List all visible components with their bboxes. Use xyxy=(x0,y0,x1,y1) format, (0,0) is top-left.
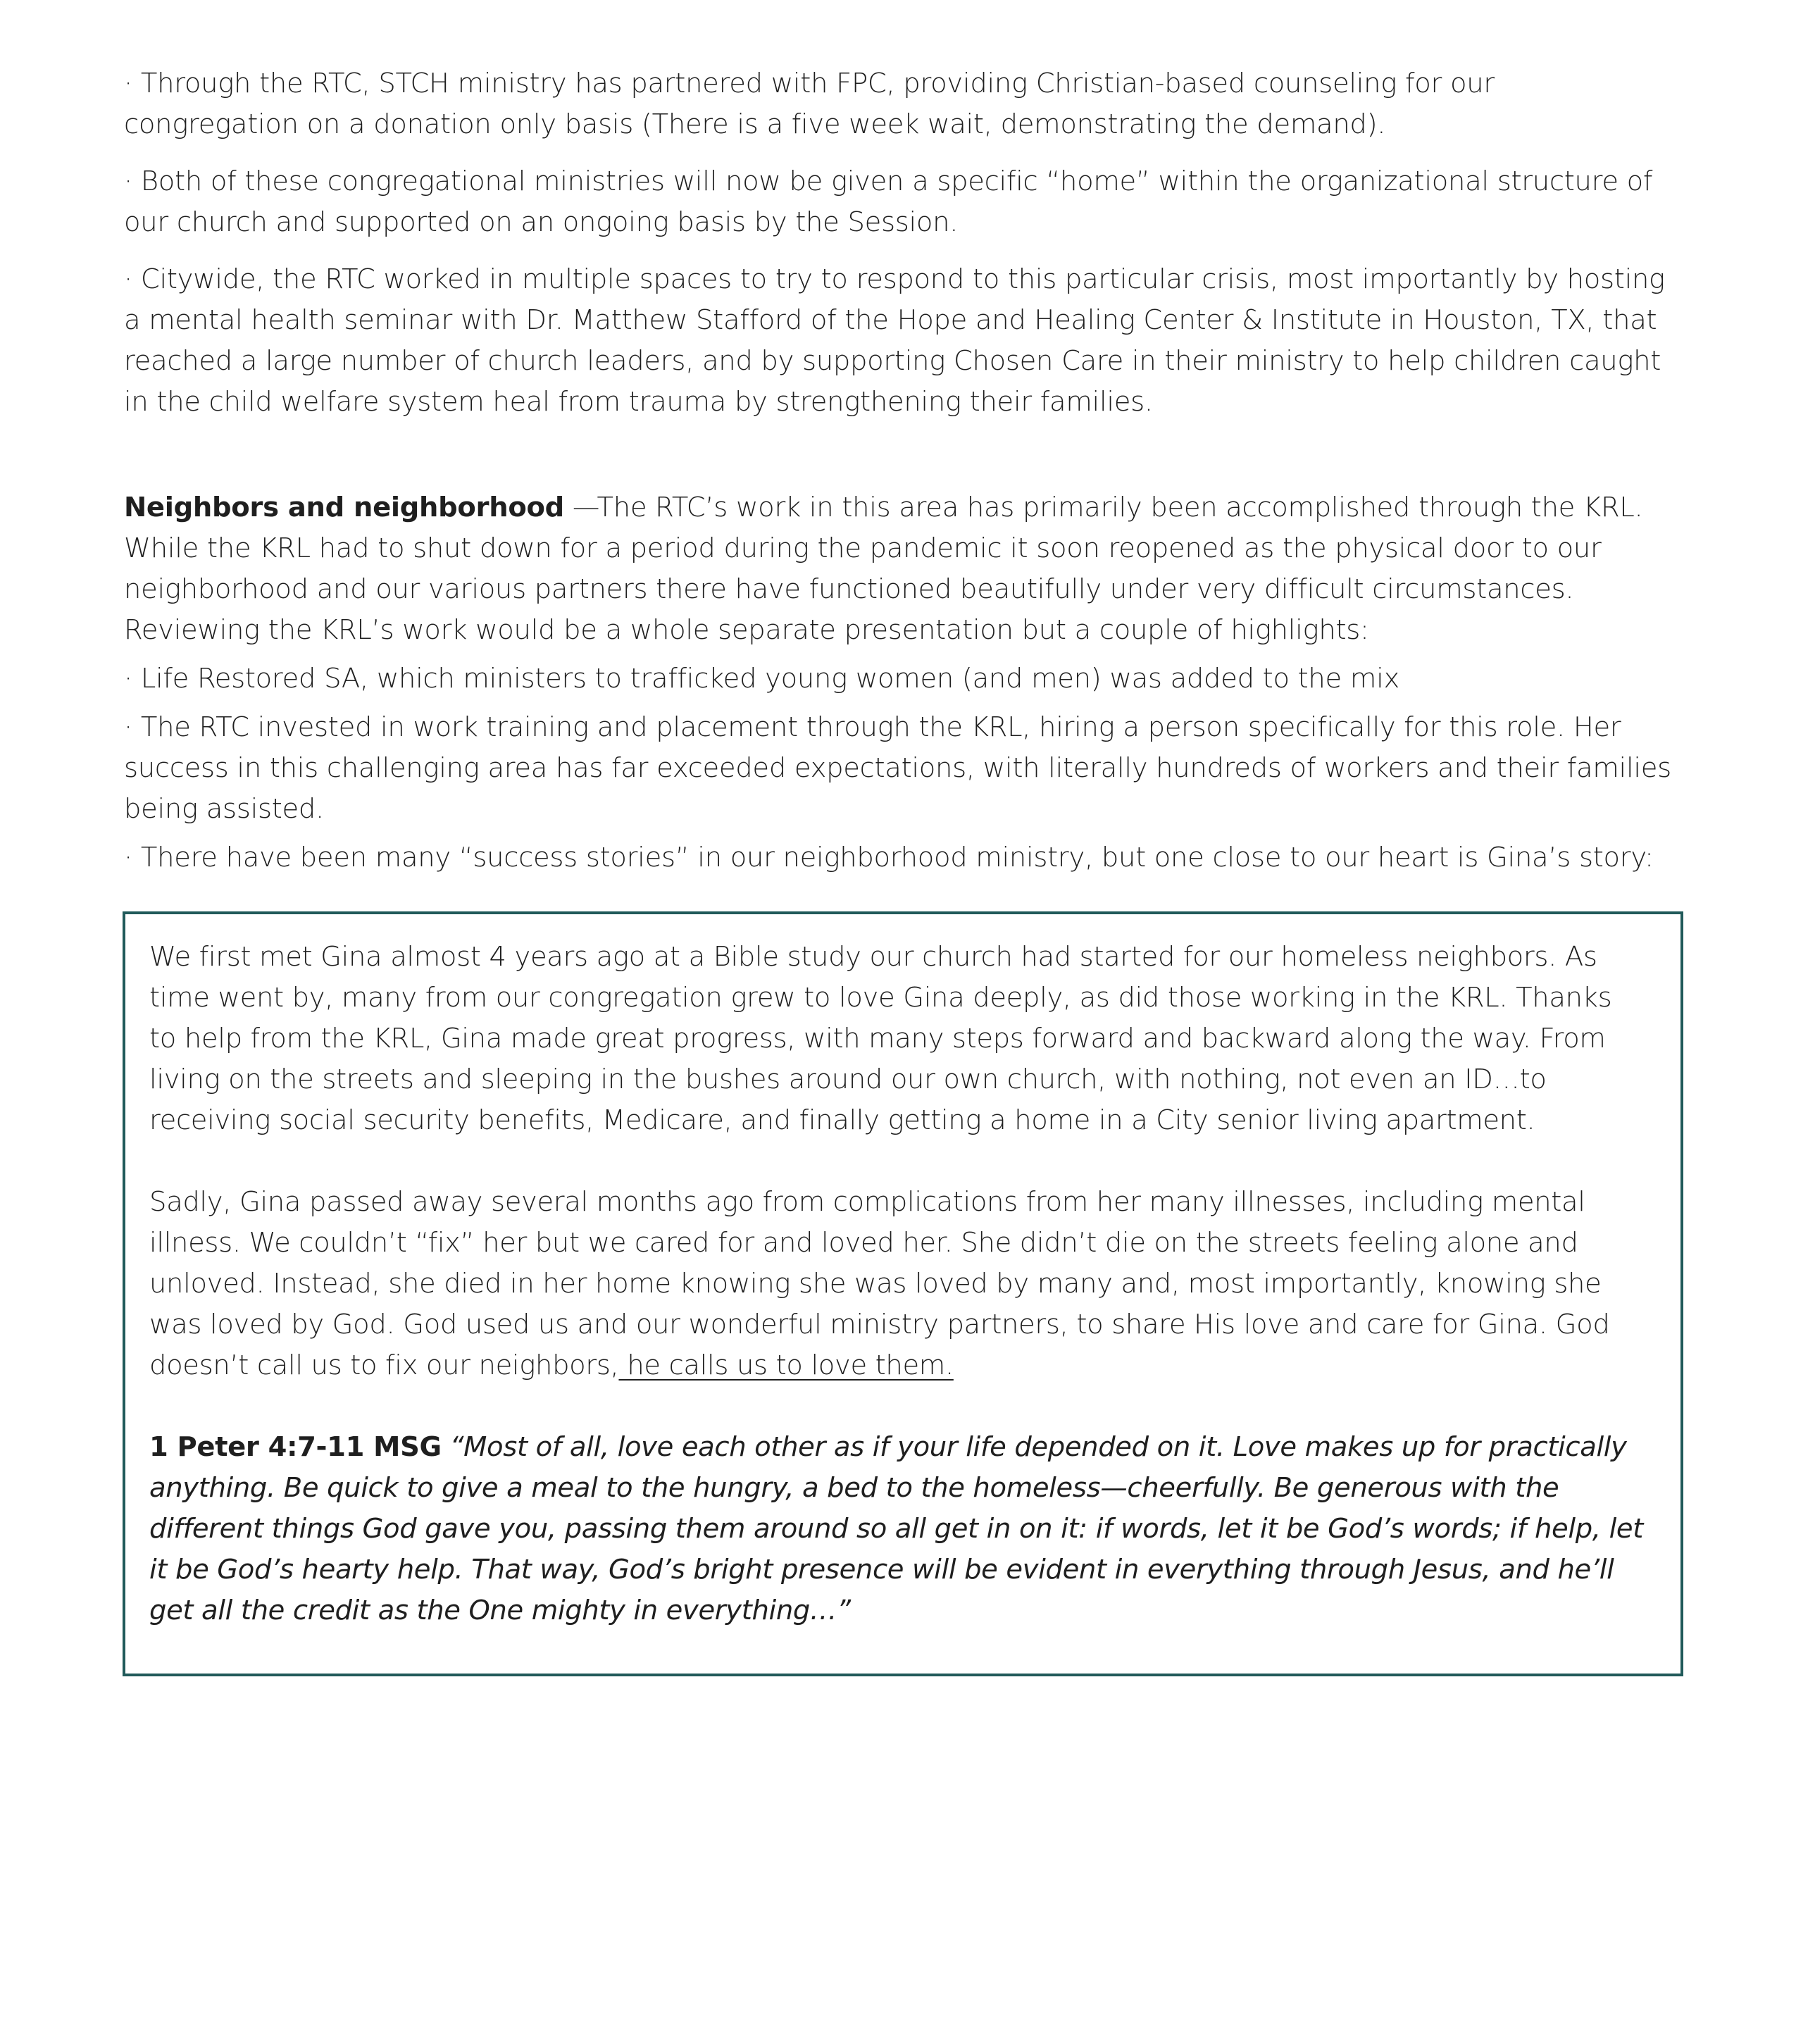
neighbors-intro-paragraph xyxy=(124,487,1673,651)
scripture-text: “Most of all, love each other as if your life depended on it. Love makes up for practically anything. Be quick to give a meal to the hungry, a bed to the homeless—cheerfully. Be generous with the different things God gave you, passing them around so all get in on it: if words, let it be God’s words; if help, let it be God’s hearty help. That way, God’s bright presence will be evident in everything through Jesus, and he’ll get all the credit as the One mighty in everything…” xyxy=(149,1431,1643,1626)
story-paragraph-1: We first met Gina almost 4 years ago at a Bible study our church had started for our homeless neighbors. As time went by, many from our congregation grew to love Gina deeply, as did those working in the KRL. Thanks to help from the KRL, Gina made great progress, with many steps forward and backward along the way. From living on the streets and sleeping in the bushes around our own church, with nothing, not even an ID…to receiving social security benefits, Medicare, and finally getting a home in a City senior living apartment. xyxy=(149,941,1612,1136)
story-paragraph-2 xyxy=(149,1182,1647,1386)
scripture-reference: 1 Peter 4:7-11 MSG xyxy=(149,1431,442,1463)
bullet-citywide-response: · Citywide, the RTC worked in multiple spaces to try to respond to this particular crisis, most importantly by hosting a mental health seminar with Dr. Matthew Stafford of the Hope and Healing Center & Institute in Houston, TX, that reached a large number of church leaders, and by supporting Chosen Care in their ministry to help children caught in the child welfare system heal from trauma by strengthening their families. xyxy=(124,263,1665,418)
bullet-life-restored: · Life Restored SA, which ministers to trafficked young women (and men) was added to the mix xyxy=(124,663,1399,694)
neighbors-intro-text: —The RTC’s work in this area has primarily been accomplished through the KRL. While the KRL had to shut down for a period during the pandemic it soon reopened as the physical door to our neighborhood and our various partners there have functioned beautifully under very difficult circumstances. Reviewing the KRL’s work would be a whole separate presentation but a couple of highlights: xyxy=(124,492,1643,646)
document-page xyxy=(124,63,1673,1676)
story-paragraph-2-text: Sadly, Gina passed away several months ago from complications from her many illnesses, including mental illness. We couldn’t “fix” her but we cared for and loved her. She didn’t die on the streets feeling alone and unloved. Instead, she died in her home knowing she was loved by many and, most importantly, knowing she was loved by God. God used us and our wonderful ministry partners, to share His love and care for Gina. God doesn’t call us to fix our neighbors, xyxy=(149,1186,1610,1381)
scripture-quote xyxy=(149,1427,1647,1631)
neighbors-heading: Neighbors and neighborhood xyxy=(124,492,564,523)
story-underlined-phrase: he calls us to love them. xyxy=(618,1350,954,1381)
bullet-counseling-partnership: · Through the RTC, STCH ministry has partnered with FPC, providing Christian-based counseling for our congregation on a donation only basis (There is a five week wait, demonstrating the demand). xyxy=(124,68,1495,140)
bullet-success-stories: · There have been many “success stories” in our neighborhood ministry, but one close to our heart is Gina’s story: xyxy=(124,842,1654,873)
bullet-work-training: · The RTC invested in work training and placement through the KRL, hiring a person specifically for this role. Her success in this challenging area has far exceeded expectations, with literally hundreds of workers and their families being assisted. xyxy=(124,711,1671,825)
bullet-congregational-home: · Both of these congregational ministries will now be given a specific “home” within the organizational structure of our church and supported on an ongoing basis by the Session. xyxy=(124,166,1653,238)
gina-story-box xyxy=(123,911,1683,1676)
